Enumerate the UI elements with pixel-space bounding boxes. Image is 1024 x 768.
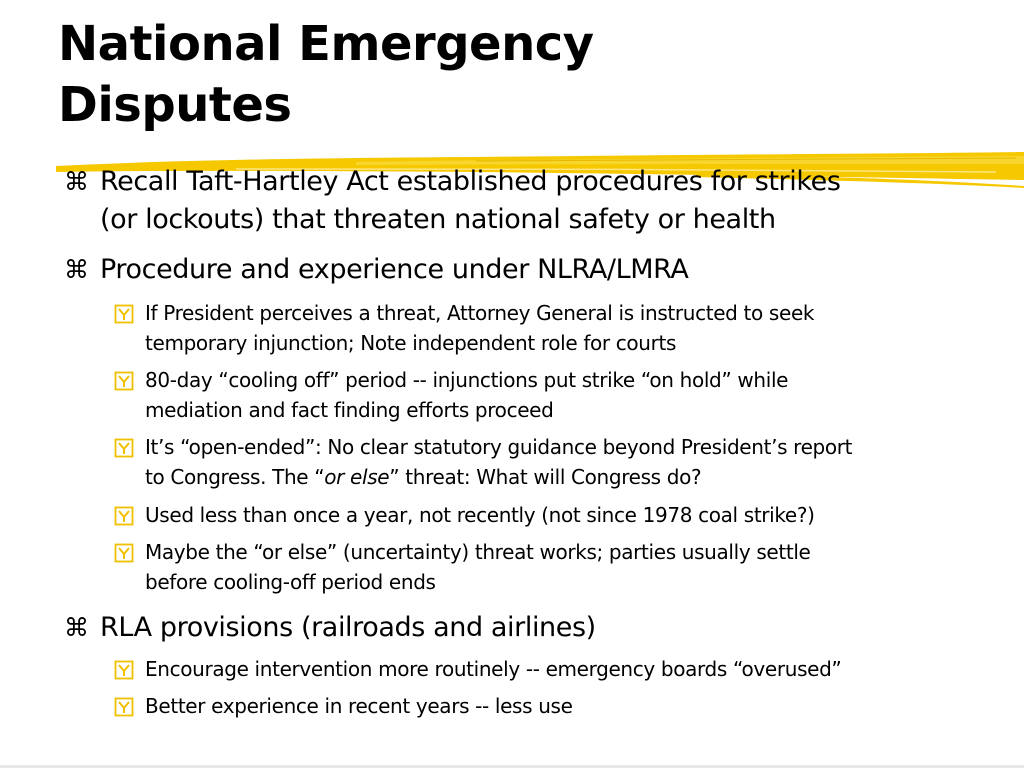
subbullet-president-threat: [145, 298, 814, 358]
bullet-rla-provisions: [100, 609, 596, 647]
bullet-text-line: Procedure and experience under NLRA/LMRA: [100, 254, 689, 285]
subbullet-text-line: 80-day “cooling off” period -- injunctions put strike “on hold” while: [145, 368, 789, 392]
subbullet-text-line: before cooling-off period ends: [145, 570, 436, 594]
subbullet-text-line: temporary injunction; Note independent role for courts: [145, 331, 677, 355]
subbullet-text-line: Used less than once a year, not recently (not since 1978 coal strike?): [145, 503, 815, 527]
subbullet-text-line: It’s “open-ended”: No clear statutory guidance beyond President’s report: [145, 435, 853, 459]
subbullet-text-line: Better experience in recent years -- less use: [145, 694, 573, 718]
subbullet-text-line: If President perceives a threat, Attorney General is instructed to seek: [145, 301, 815, 325]
subbullet-text-line: [145, 462, 852, 492]
bullet-text-line: (or lockouts) that threaten national safety or health: [100, 204, 776, 235]
subbullet-text-line: mediation and fact finding efforts proceed: [145, 398, 554, 422]
subbullet-used-less: [145, 500, 815, 530]
subbullet-encourage-intervention: [145, 654, 841, 684]
checkbox-y-icon: [114, 438, 134, 458]
or-else-emphasis: or else: [324, 465, 390, 489]
checkbox-y-icon: [114, 543, 134, 563]
slide-title-line-1: National Emergency: [58, 16, 594, 72]
subbullet-or-else-works: [145, 537, 811, 597]
command-key-icon: ⌘: [64, 613, 89, 642]
checkbox-y-icon: [114, 304, 134, 324]
subbullet-better-experience: [145, 691, 573, 721]
checkbox-y-icon: [114, 506, 134, 526]
subbullet-open-ended: [145, 432, 852, 492]
checkbox-y-icon: [114, 371, 134, 391]
subbullet-text-line: Maybe the “or else” (uncertainty) threat works; parties usually settle: [145, 540, 811, 564]
subbullet-text-line: Encourage intervention more routinely -- emergency boards “overused”: [145, 657, 842, 681]
subbullet-text-part: to Congress. The “: [145, 465, 325, 489]
subbullet-text-part: ” threat: What will Congress do?: [389, 465, 702, 489]
bullet-text-line: RLA provisions (railroads and airlines): [100, 612, 596, 643]
slide-title-line-2: Disputes: [58, 77, 292, 133]
bullet-text-line: Recall Taft-Hartley Act established procedures for strikes: [100, 166, 841, 197]
bullet-nlra-lmra: [100, 251, 688, 289]
command-key-icon: ⌘: [64, 167, 89, 196]
subbullet-cooling-off: [145, 365, 788, 425]
checkbox-y-icon: [114, 697, 134, 717]
bullet-taft-hartley: [100, 163, 841, 239]
command-key-icon: ⌘: [64, 255, 89, 284]
checkbox-y-icon: [114, 660, 134, 680]
